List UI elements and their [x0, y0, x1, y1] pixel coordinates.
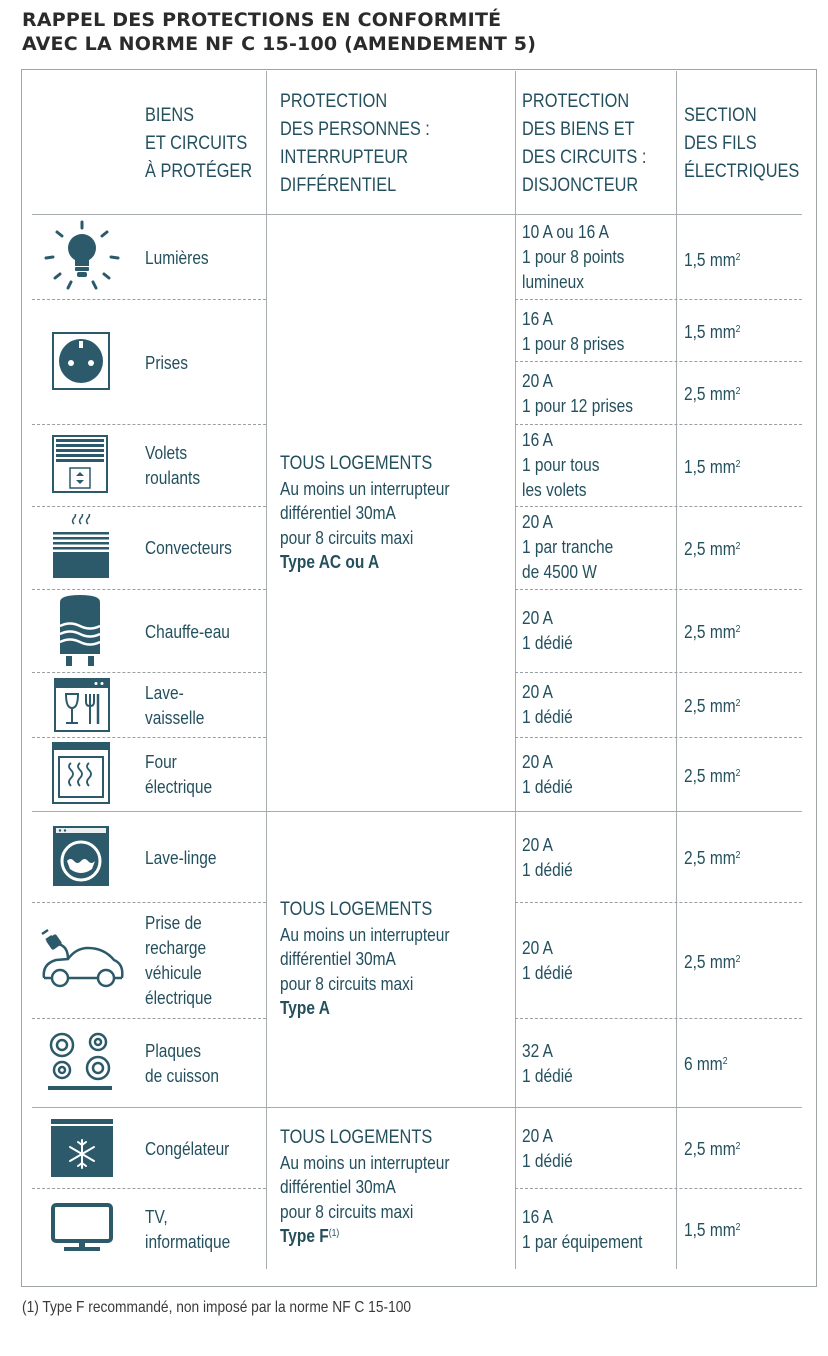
- wire-exponent: 2: [735, 324, 741, 335]
- breaker-line: 1 dédié: [522, 707, 573, 727]
- protection-line: pour 8 circuits maxi: [280, 527, 414, 548]
- header-wire-section: [684, 102, 799, 186]
- item-label-line: Lave-: [145, 683, 184, 703]
- wire-section-cell: [684, 248, 740, 272]
- item-label-convecteurs: [145, 536, 232, 561]
- protection-group-2: [280, 898, 450, 1021]
- breaker-cell: [522, 1039, 573, 1089]
- header-line: DES BIENS ET: [522, 119, 635, 140]
- item-label-line: informatique: [145, 1232, 231, 1252]
- row-divider: [32, 424, 266, 425]
- wire-section-cell: [684, 764, 740, 788]
- breaker-line: 16 A: [522, 430, 554, 450]
- item-label-line: recharge: [145, 938, 207, 958]
- breaker-line: 1 dédié: [522, 1066, 573, 1086]
- title-line-2: AVEC LA NORME NF C 15-100 (AMENDEMENT 5): [22, 33, 537, 55]
- row-divider: [515, 424, 802, 425]
- breaker-cell: [522, 510, 613, 585]
- light-bulb-icon: [42, 220, 122, 296]
- header-line: ÉLECTRIQUES: [684, 161, 800, 182]
- wire-section-cell: [684, 455, 740, 479]
- wire-section-cell: [684, 1218, 740, 1242]
- wire-section-cell: [684, 846, 740, 870]
- breaker-line: 1 dédié: [522, 1151, 573, 1171]
- item-label-lave-vaisselle: [145, 681, 204, 731]
- protection-line: Au moins un interrupteur: [280, 478, 450, 499]
- item-label-line: Convecteurs: [145, 538, 232, 558]
- item-label-line: Four: [145, 752, 177, 772]
- roller-shutter-icon: [52, 435, 108, 493]
- item-label-line: électrique: [145, 988, 213, 1008]
- wire-value: 2,5 mm: [684, 384, 736, 404]
- column-divider-3: [676, 71, 677, 1269]
- header-items: [145, 102, 252, 186]
- wire-exponent: 2: [735, 541, 741, 552]
- header-line: PROTECTION: [522, 91, 630, 112]
- row-divider: [515, 506, 802, 507]
- group-divider-1: [32, 811, 802, 812]
- wire-exponent: 2: [735, 252, 741, 263]
- wire-section-cell: [684, 1137, 740, 1161]
- power-socket-icon: [52, 332, 110, 390]
- breaker-cell: [522, 680, 573, 730]
- column-divider-1: [266, 71, 267, 1269]
- wire-exponent: 2: [735, 954, 741, 965]
- protection-group-3: [280, 1126, 450, 1249]
- row-divider: [515, 1018, 802, 1019]
- item-label-prises: [145, 351, 188, 376]
- header-line: DES FILS: [684, 133, 757, 154]
- wire-value: 2,5 mm: [684, 1139, 736, 1159]
- header-line: DIFFÉRENTIEL: [280, 175, 397, 196]
- wire-exponent: 2: [735, 624, 741, 635]
- wire-section-cell: [684, 620, 740, 644]
- row-divider: [515, 361, 802, 362]
- header-divider: [32, 214, 802, 215]
- header-line: PROTECTION: [280, 91, 388, 112]
- wire-value: 1,5 mm: [684, 1220, 736, 1240]
- item-label-tv: [145, 1205, 230, 1255]
- item-label-line: véhicule: [145, 963, 202, 983]
- wire-section-cell: [684, 537, 740, 561]
- item-label-plaques: [145, 1039, 219, 1089]
- wire-value: 1,5 mm: [684, 250, 736, 270]
- breaker-line: 1 par équipement: [522, 1232, 643, 1252]
- footnote-ref: (1): [328, 1228, 340, 1239]
- protection-line: Au moins un interrupteur: [280, 924, 450, 945]
- header-personal-protection: [280, 88, 430, 200]
- item-label-line: TV,: [145, 1207, 168, 1227]
- breaker-line: 1 pour tous: [522, 455, 600, 475]
- column-divider-2: [515, 71, 516, 1269]
- breaker-line: 1 dédié: [522, 777, 573, 797]
- breaker-line: 20 A: [522, 1126, 554, 1146]
- electric-car-charging-icon: [38, 926, 128, 992]
- breaker-line: 20 A: [522, 512, 554, 532]
- protection-type: Type AC ou A: [280, 552, 380, 572]
- wire-exponent: 2: [722, 1056, 728, 1067]
- convector-heater-icon: [52, 514, 110, 580]
- protection-line: différentiel 30mA: [280, 503, 396, 523]
- breaker-line: 1 dédié: [522, 633, 573, 653]
- breaker-cell: [522, 369, 633, 419]
- breaker-line: 20 A: [522, 608, 554, 628]
- item-label-four: [145, 750, 212, 800]
- breaker-line: 20 A: [522, 938, 554, 958]
- header-line: DISJONCTEUR: [522, 175, 639, 196]
- breaker-cell: [522, 750, 573, 800]
- breaker-cell: [522, 428, 599, 503]
- row-divider: [32, 737, 266, 738]
- footnote: (1) Type F recommandé, non imposé par la norme NF C 15-100: [22, 1299, 412, 1316]
- item-label-line: Prise de: [145, 913, 202, 933]
- row-divider: [515, 672, 802, 673]
- item-label-line: Congélateur: [145, 1139, 230, 1159]
- breaker-line: 16 A: [522, 1207, 554, 1227]
- wire-section-cell: [684, 382, 740, 406]
- header-line: À PROTÉGER: [145, 161, 253, 182]
- protection-line: différentiel 30mA: [280, 1177, 396, 1197]
- row-divider: [32, 299, 266, 300]
- item-label-line: Prises: [145, 353, 189, 373]
- protection-line: différentiel 30mA: [280, 949, 396, 969]
- wire-value: 2,5 mm: [684, 696, 736, 716]
- breaker-line: 1 pour 12 prises: [522, 396, 634, 416]
- wire-value: 1,5 mm: [684, 457, 736, 477]
- header-circuit-breaker: [522, 88, 646, 200]
- cooktop-icon: [46, 1030, 114, 1092]
- tv-monitor-icon: [50, 1202, 114, 1254]
- wire-value: 2,5 mm: [684, 766, 736, 786]
- protection-line: pour 8 circuits maxi: [280, 1201, 414, 1222]
- breaker-cell: [522, 307, 624, 357]
- row-divider: [515, 737, 802, 738]
- page-title: [22, 8, 536, 56]
- row-divider: [515, 299, 802, 300]
- dishwasher-icon: [54, 678, 110, 732]
- wire-exponent: 2: [735, 850, 741, 861]
- wire-value: 2,5 mm: [684, 952, 736, 972]
- protection-caption: TOUS LOGEMENTS: [280, 1127, 433, 1148]
- breaker-line: 20 A: [522, 371, 554, 391]
- item-label-recharge-vehicule: [145, 911, 212, 1011]
- breaker-cell: [522, 606, 573, 656]
- header-line: ET CIRCUITS: [145, 133, 248, 154]
- protection-line: pour 8 circuits maxi: [280, 973, 414, 994]
- breaker-line: 16 A: [522, 309, 554, 329]
- row-divider: [515, 589, 802, 590]
- wire-exponent: 2: [735, 768, 741, 779]
- wire-value: 2,5 mm: [684, 622, 736, 642]
- breaker-cell: [522, 1124, 573, 1174]
- item-label-line: Lumières: [145, 248, 209, 268]
- protection-type: Type A: [280, 998, 330, 1018]
- electric-oven-icon: [52, 742, 110, 804]
- wire-exponent: 2: [735, 1222, 741, 1233]
- wire-section-cell: [684, 320, 740, 344]
- breaker-line: de 4500 W: [522, 562, 597, 582]
- row-divider: [515, 902, 802, 903]
- wire-exponent: 2: [735, 1141, 741, 1152]
- wire-value: 2,5 mm: [684, 848, 736, 868]
- wire-section-cell: [684, 694, 740, 718]
- group-divider-2: [32, 1107, 802, 1108]
- item-label-line: Volets: [145, 443, 188, 463]
- freezer-icon: [50, 1118, 114, 1178]
- breaker-line: 1 dédié: [522, 860, 573, 880]
- header-line: BIENS: [145, 105, 195, 126]
- item-label-chauffe-eau: [145, 620, 230, 645]
- item-label-line: Chauffe-eau: [145, 622, 230, 642]
- breaker-line: 1 pour 8 points: [522, 247, 625, 267]
- breaker-cell: [522, 833, 573, 883]
- wire-value: 6 mm: [684, 1054, 723, 1074]
- title-line-1: RAPPEL DES PROTECTIONS EN CONFORMITÉ: [22, 9, 502, 31]
- item-label-congelateur: [145, 1137, 229, 1162]
- breaker-line: 1 pour 8 prises: [522, 334, 625, 354]
- row-divider: [32, 1188, 266, 1189]
- row-divider: [32, 672, 266, 673]
- row-divider: [515, 1188, 802, 1189]
- breaker-line: 20 A: [522, 682, 554, 702]
- row-divider: [32, 506, 266, 507]
- water-heater-icon: [56, 594, 104, 668]
- wire-exponent: 2: [735, 698, 741, 709]
- header-line: SECTION: [684, 105, 757, 126]
- header-line: DES PERSONNES :: [280, 119, 430, 140]
- breaker-line: 10 A ou 16 A: [522, 222, 609, 242]
- item-label-lumieres: [145, 246, 209, 271]
- wire-value: 1,5 mm: [684, 322, 736, 342]
- protection-line: Au moins un interrupteur: [280, 1152, 450, 1173]
- header-line: INTERRUPTEUR: [280, 147, 409, 168]
- item-label-line: roulants: [145, 468, 201, 488]
- breaker-line: 20 A: [522, 752, 554, 772]
- protection-caption: TOUS LOGEMENTS: [280, 899, 433, 920]
- item-label-line: vaisselle: [145, 708, 205, 728]
- washing-machine-icon: [52, 825, 110, 887]
- item-label-line: électrique: [145, 777, 213, 797]
- header-line: DES CIRCUITS :: [522, 147, 647, 168]
- breaker-cell: [522, 1205, 642, 1255]
- breaker-line: 1 par tranche: [522, 537, 614, 557]
- wire-value: 2,5 mm: [684, 539, 736, 559]
- breaker-cell: [522, 936, 573, 986]
- breaker-line: 20 A: [522, 835, 554, 855]
- protection-group-1: [280, 452, 450, 575]
- breaker-cell: [522, 220, 624, 295]
- breaker-line: 1 dédié: [522, 963, 573, 983]
- wire-exponent: 2: [735, 459, 741, 470]
- item-label-lave-linge: [145, 846, 216, 871]
- row-divider: [32, 589, 266, 590]
- protection-caption: TOUS LOGEMENTS: [280, 453, 433, 474]
- item-label-line: de cuisson: [145, 1066, 220, 1086]
- breaker-line: 32 A: [522, 1041, 554, 1061]
- item-label-line: Plaques: [145, 1041, 201, 1061]
- item-label-volets: [145, 441, 200, 491]
- breaker-line: les volets: [522, 480, 587, 500]
- item-label-line: Lave-linge: [145, 848, 217, 868]
- wire-section-cell: [684, 950, 740, 974]
- row-divider: [32, 1018, 266, 1019]
- wire-exponent: 2: [735, 386, 741, 397]
- wire-section-cell: [684, 1052, 727, 1076]
- breaker-line: lumineux: [522, 272, 584, 292]
- protection-type: Type F: [280, 1226, 329, 1246]
- row-divider: [32, 902, 266, 903]
